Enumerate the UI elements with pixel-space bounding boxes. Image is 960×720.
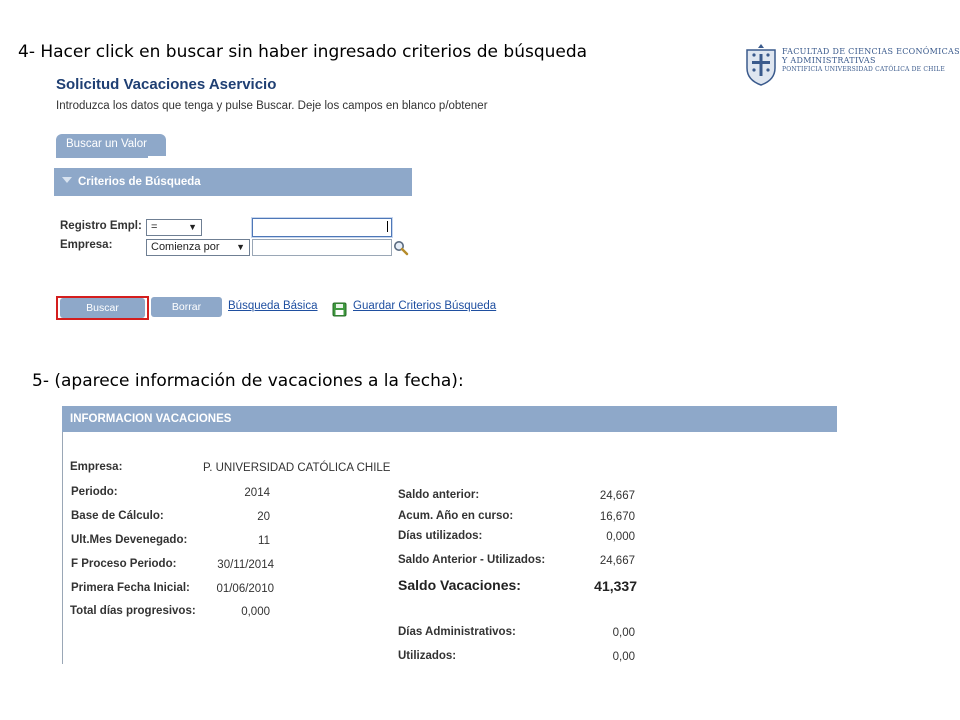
page-instructions: Introduzca los datos que tenga y pulse Buscar. Deje los campos en blanco p/obtener — [56, 100, 488, 112]
criteria-header[interactable] — [54, 168, 412, 196]
collapse-arrow-icon[interactable] — [62, 177, 72, 183]
logo-line3: PONTIFICIA UNIVERSIDAD CATÓLICA DE CHILE — [782, 66, 945, 73]
info-label: Periodo: — [71, 486, 118, 498]
tab-buscar-un-valor[interactable]: Buscar un Valor — [56, 134, 166, 156]
tab-bar — [56, 134, 414, 158]
empresa-info-value: P. UNIVERSIDAD CATÓLICA CHILE — [203, 462, 391, 474]
info-value: 16,670 — [599, 511, 635, 523]
dropdown-arrow-icon: ▼ — [236, 242, 245, 252]
save-criteria-link[interactable]: Guardar Criterios Búsqueda — [353, 300, 497, 312]
save-disk-icon[interactable] — [332, 302, 347, 317]
registro-input[interactable] — [252, 218, 392, 237]
faculty-logo — [744, 42, 960, 88]
info-label: Total días progresivos: — [70, 605, 196, 617]
info-label: Días Administrativos: — [398, 626, 516, 638]
info-label: Saldo anterior: — [398, 489, 480, 501]
info-value: 0,00 — [612, 627, 635, 639]
info-value: 30/11/2014 — [217, 559, 274, 571]
info-value: 24,667 — [599, 555, 635, 567]
info-label: Utilizados: — [398, 650, 457, 662]
info-value: 24,667 — [599, 490, 635, 502]
saldo-vacaciones-value: 41,337 — [594, 578, 637, 594]
university-shield-icon — [744, 42, 778, 86]
info-value: 0,00 — [612, 651, 635, 663]
basic-search-link[interactable]: Búsqueda Básica — [228, 300, 318, 312]
empresa-label: Empresa: — [60, 239, 113, 251]
empresa-operator-select[interactable] — [146, 239, 250, 256]
info-label: Saldo Anterior - Utilizados: — [398, 554, 546, 566]
info-label: Acum. Año en curso: — [398, 510, 514, 522]
step4-title: 4- Hacer click en buscar sin haber ingresado criterios de búsqueda — [18, 42, 588, 62]
empresa-info-label: Empresa: — [70, 461, 123, 473]
info-value: 01/06/2010 — [216, 583, 274, 595]
criteria-header-label: Criterios de Búsqueda — [78, 176, 201, 188]
logo-line2: Y ADMINISTRATIVAS — [782, 56, 876, 65]
page-title: Solicitud Vacaciones Aservicio — [56, 76, 277, 93]
step5-title: 5- (aparece información de vacaciones a la fecha): — [32, 371, 464, 391]
registro-operator-select[interactable] — [146, 219, 202, 236]
info-label: Base de Cálculo: — [71, 510, 164, 522]
info-value: 11 — [258, 535, 270, 547]
info-label: F Proceso Periodo: — [71, 558, 177, 570]
dropdown-arrow-icon: ▼ — [188, 222, 197, 232]
info-header: INFORMACION VACACIONES — [62, 406, 837, 432]
info-label: Días utilizados: — [398, 530, 483, 542]
saldo-vacaciones-label: Saldo Vacaciones: — [398, 577, 521, 593]
info-value: 2014 — [244, 487, 270, 499]
empresa-input[interactable] — [252, 239, 392, 256]
lookup-magnifier-icon[interactable] — [393, 240, 409, 256]
search-button[interactable]: Buscar — [60, 298, 145, 318]
info-value: 0,000 — [606, 531, 635, 543]
clear-button[interactable]: Borrar — [151, 297, 222, 317]
registro-label: Registro Empl: — [60, 220, 142, 232]
registro-operator-value: = — [151, 221, 158, 233]
info-label: Ult.Mes Devenegado: — [71, 534, 188, 546]
logo-line1: FACULTAD DE CIENCIAS ECONÓMICAS — [782, 47, 960, 56]
empresa-operator-value: Comienza por — [151, 241, 220, 253]
info-value: 0,000 — [241, 606, 270, 618]
info-label: Primera Fecha Inicial: — [71, 582, 190, 594]
info-value: 20 — [257, 511, 270, 523]
